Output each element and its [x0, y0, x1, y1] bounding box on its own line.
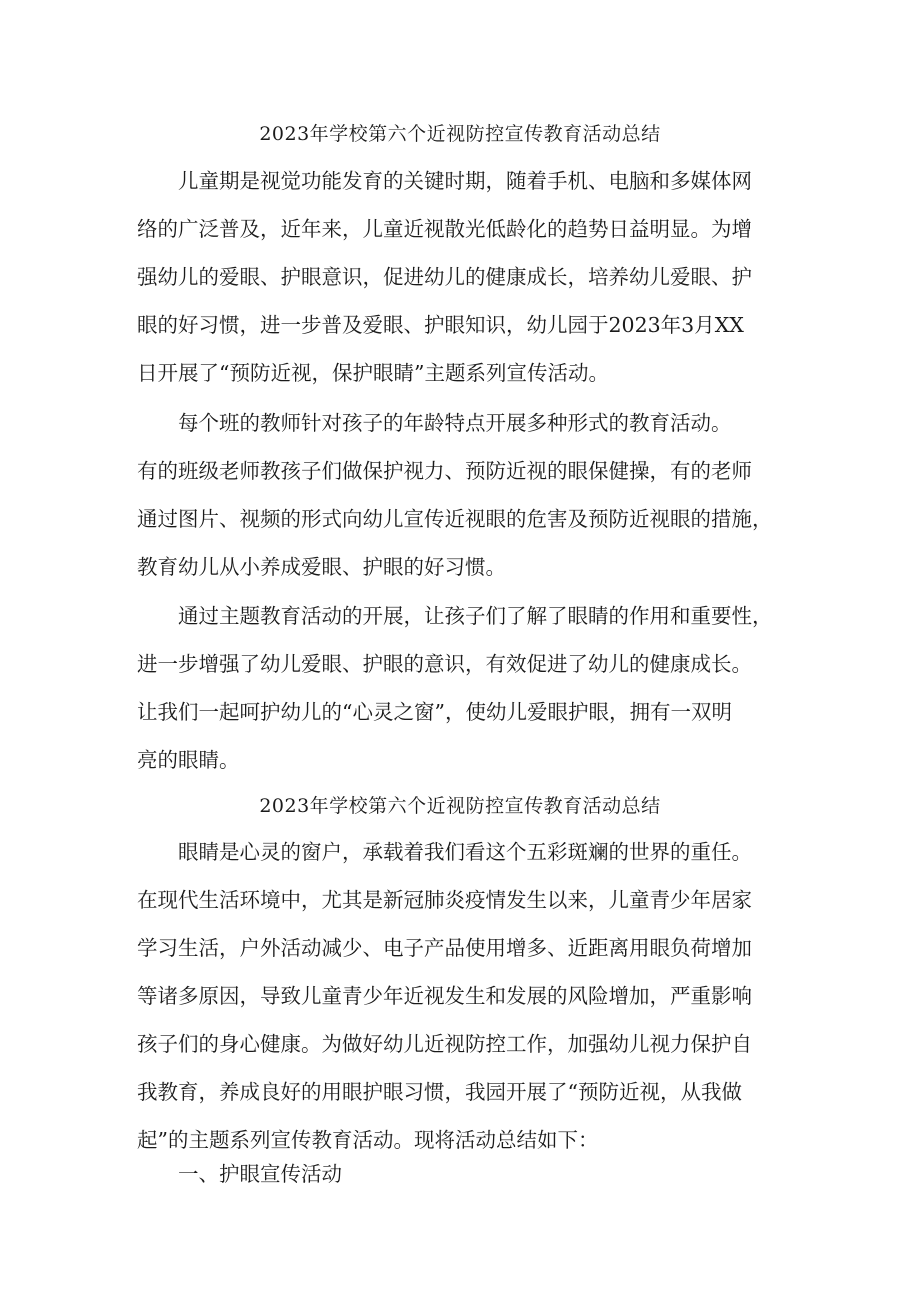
text-line: 通过主题教育活动的开展，让孩子们了解了眼睛的作用和重要性，: [178, 604, 773, 628]
text-line: 学习生活，户外活动减少、电子产品使用增多、近距离用眼负荷增加: [137, 936, 752, 960]
text-line: 进一步增强了幼儿爱眼、护眼的意识，有效促进了幼儿的健康成长。: [137, 652, 752, 676]
paragraph-eyes-intro: [137, 828, 792, 1164]
text-line: 眼睛是心灵的窗户，承载着我们看这个五彩斑斓的世界的重任。: [178, 840, 752, 864]
paragraph-teachers: [137, 399, 792, 591]
text-line: 日开展了“预防近视，保护眼睛”主题系列宣传活动。: [137, 361, 609, 385]
text-line: 起”的主题系列宣传教育活动。现将活动总结如下：: [137, 1128, 599, 1152]
paragraph-intro: [137, 157, 792, 397]
text-line: 有的班级老师教孩子们做保护视力、预防近视的眼保健操，有的老师: [137, 459, 752, 483]
text-line: 络的广泛普及，近年来，儿童近视散光低龄化的趋势日益明显。为增: [137, 217, 752, 241]
text-line: 让我们一起呵护幼儿的“心灵之窗”，使幼儿爱眼护眼，拥有一双明: [137, 700, 732, 724]
text-line: 亮的眼睛。: [137, 748, 240, 772]
section-heading: 一、护眼宣传活动: [178, 1162, 342, 1186]
text-line: 等诸多原因，导致儿童青少年近视发生和发展的风险增加，严重影响: [137, 984, 752, 1008]
text-line: 儿童期是视觉功能发育的关键时期，随着手机、电脑和多媒体网: [178, 169, 752, 193]
text-line: 教育幼儿从小养成爱眼、护眼的好习惯。: [137, 555, 506, 579]
paragraph-conclusion: [137, 592, 792, 784]
text-line: 强幼儿的爱眼、护眼意识，促进幼儿的健康成长，培养幼儿爱眼、护: [137, 265, 752, 289]
text-line: 眼的好习惯，进一步普及爱眼、护眼知识，幼儿园于2023年3月XX: [137, 313, 744, 337]
document-title: 2023年学校第六个近视防控宣传教育活动总结: [259, 123, 661, 145]
document-title-second: 2023年学校第六个近视防控宣传教育活动总结: [259, 795, 661, 817]
text-line: 通过图片、视频的形式向幼儿宣传近视眼的危害及预防近视眼的措施，: [137, 507, 773, 531]
text-line: 孩子们的身心健康。为做好幼儿近视防控工作，加强幼儿视力保护自: [137, 1032, 752, 1056]
text-line: 每个班的教师针对孩子的年龄特点开展多种形式的教育活动。: [178, 411, 732, 435]
text-line: 在现代生活环境中，尤其是新冠肺炎疫情发生以来，儿童青少年居家: [137, 888, 752, 912]
text-line: 我教育，养成良好的用眼护眼习惯，我园开展了“预防近视，从我做: [137, 1080, 742, 1104]
